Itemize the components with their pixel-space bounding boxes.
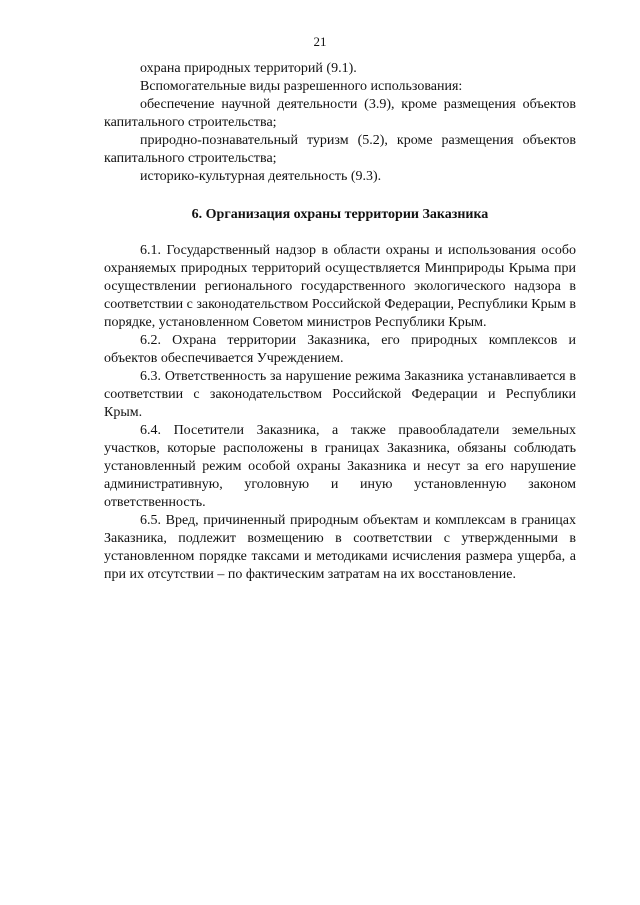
paragraph-6-4: 6.4. Посетители Заказника, а также правообладатели земельных участков, которые расположены в границах Заказника, обязаны соблюдать установленный режим особой охраны Заказника и несут за его нарушение административную, уголовную и иную установленную законом ответственность. [104, 423, 576, 510]
paragraph-6-2: 6.2. Охрана территории Заказника, его природных комплексов и объектов обеспечивается Учреждением. [104, 333, 576, 366]
paragraph-6-5: 6.5. Вред, причиненный природным объектам и комплексам в границах Заказника, подлежит возмещению в соответствии с утвержденными в установленном порядке таксами и методиками исчисления размера ущерба, а при их отсутствии – по фактическим затратам на их восстановление. [104, 513, 576, 582]
list-item: природно-познавательный туризм (5.2), кроме размещения объектов капитального строительства; [104, 133, 576, 166]
section-title: 6. Организация охраны территории Заказника [191, 207, 489, 222]
document-body [104, 60, 576, 584]
paragraph-6-3: 6.3. Ответственность за нарушение режима Заказника устанавливается в соответствии с законодательством Российской Федерации и Республики Крым. [104, 369, 576, 420]
list-item: обеспечение научной деятельности (3.9), кроме размещения объектов капитального строительства; [104, 97, 576, 130]
list-item: охрана природных территорий (9.1). [140, 61, 357, 76]
list-item: Вспомогательные виды разрешенного использования: [140, 79, 463, 94]
paragraph-6-1: 6.1. Государственный надзор в области охраны и использования особо охраняемых природных территорий осуществляется Минприроды Крыма при осуществлении регионального государственного экологического надзора в соответствии с законодательством Российской Федерации, Республики Крым в порядке, установленном Советом министров Республики Крым. [104, 243, 576, 330]
list-item: историко-культурная деятельность (9.3). [140, 169, 382, 184]
page-number: 21 [313, 34, 327, 49]
